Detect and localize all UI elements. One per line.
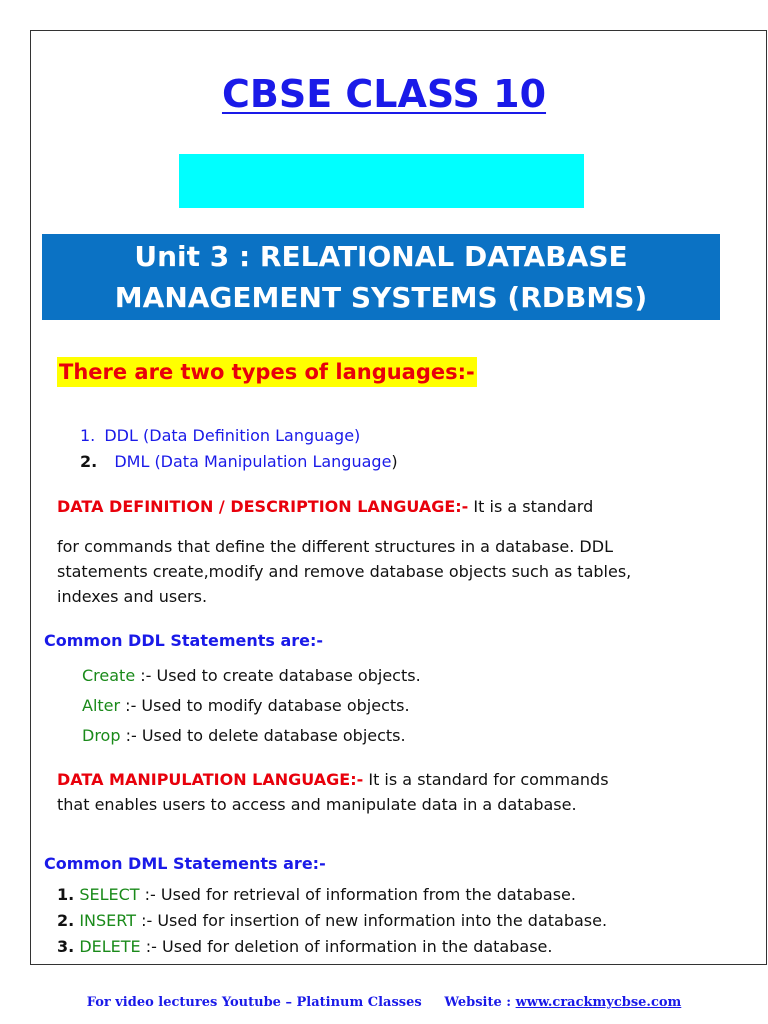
- ddl-line1-rest: It is a standard: [468, 497, 594, 516]
- highlight-box: [179, 154, 584, 208]
- dml-statement: [57, 908, 607, 933]
- language-item: [80, 426, 360, 445]
- dml-command-desc: :- Used for deletion of information in the database.: [140, 937, 553, 956]
- ddl-statement: [82, 663, 421, 688]
- language-name: DDL (Data Definition Language): [104, 426, 361, 445]
- unit-title-line1: Unit 3 : RELATIONAL DATABASE: [134, 240, 628, 273]
- dml-definition-line1: [57, 767, 609, 792]
- ddl-definition-line4: indexes and users.: [57, 587, 208, 606]
- unit-banner: [42, 234, 720, 320]
- ddl-term: DATA DEFINITION / DESCRIPTION LANGUAGE:-: [57, 497, 469, 516]
- ddl-statements-heading: Common DDL Statements are:-: [44, 631, 324, 650]
- dml-command-desc: :- Used for retrieval of information from the database.: [139, 885, 576, 904]
- ddl-command-desc: :- Used to create database objects.: [135, 666, 421, 685]
- dml-definition-line2: that enables users to access and manipulate data in a database.: [57, 795, 577, 814]
- dml-command-desc: :- Used for insertion of new information into the database.: [136, 911, 608, 930]
- closing-paren: ): [391, 452, 398, 471]
- ddl-definition-line3: statements create,modify and remove database objects such as tables,: [57, 562, 632, 581]
- ddl-statement: [82, 693, 410, 718]
- dml-term: DATA MANIPULATION LANGUAGE:-: [57, 770, 364, 789]
- list-number: 2.: [57, 911, 75, 930]
- list-number: 1.: [80, 426, 96, 445]
- footer: [0, 995, 768, 1010]
- language-item: [80, 452, 398, 471]
- ddl-command: Alter: [82, 696, 121, 715]
- ddl-statement: [82, 723, 406, 748]
- ddl-command-desc: :- Used to delete database objects.: [120, 726, 406, 745]
- dml-statements-heading: Common DML Statements are:-: [44, 854, 326, 873]
- ddl-definition-line2: for commands that define the different structures in a database. DDL: [57, 537, 613, 556]
- dml-statement: [57, 882, 576, 907]
- list-number: 3.: [57, 937, 75, 956]
- dml-command: INSERT: [79, 911, 136, 930]
- language-name: DML (Data Manipulation Language: [114, 452, 392, 471]
- languages-heading: There are two types of languages:-: [57, 357, 477, 387]
- ddl-definition-line1: [57, 494, 593, 519]
- ddl-command: Drop: [82, 726, 121, 745]
- dml-line1-rest: It is a standard for commands: [363, 770, 609, 789]
- footer-text: For video lectures Youtube – Platinum Classes Website :: [86, 995, 516, 1010]
- list-number: 2.: [80, 452, 98, 471]
- unit-title-line2: MANAGEMENT SYSTEMS (RDBMS): [114, 281, 648, 314]
- website-link[interactable]: www.crackmycbse.com: [515, 995, 682, 1010]
- list-number: 1.: [57, 885, 75, 904]
- page-title: CBSE CLASS 10: [221, 72, 547, 116]
- dml-statement: [57, 934, 552, 959]
- ddl-command-desc: :- Used to modify database objects.: [120, 696, 410, 715]
- ddl-command: Create: [82, 666, 136, 685]
- dml-command: SELECT: [79, 885, 140, 904]
- dml-command: DELETE: [79, 937, 141, 956]
